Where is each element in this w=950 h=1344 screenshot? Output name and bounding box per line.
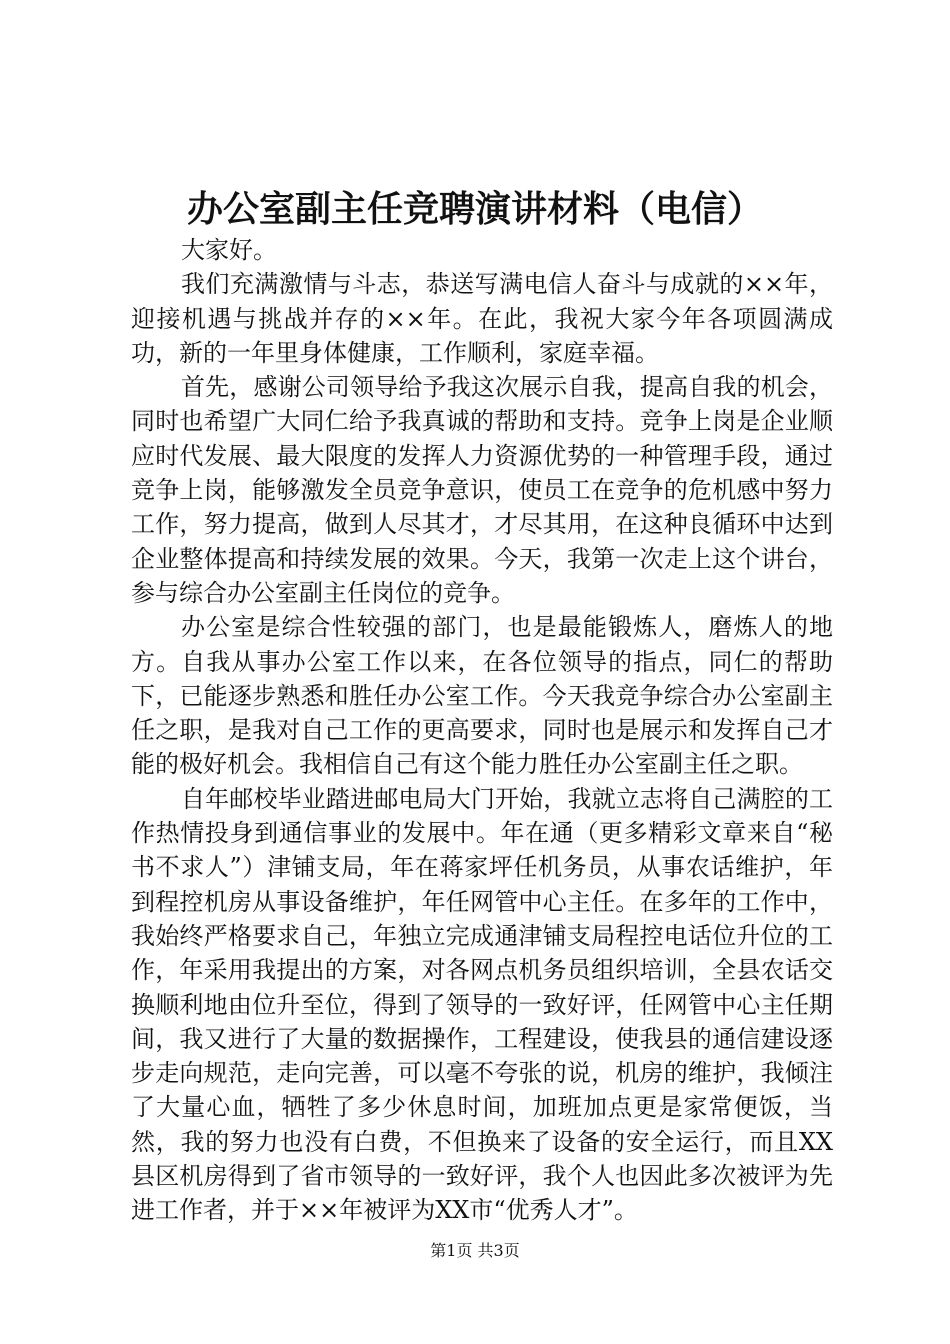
document-title: 办公室副主任竞聘演讲材料（电信）: [186, 188, 763, 230]
paragraph-thanks-and-competition: 首先，感谢公司领导给予我这次展示自我，提高自我的机会，同时也希望广大同仁给予我真诚的帮助和支持。竞争上岗是企业顺应时代发展、最大限度的发挥人力资源优势的一种管理手段，通过竞争上岗，能够激发全员竞争意识，使员工在竞争的危机感中努力工作，努力提高，做到人尽其才，才尽其用，在这种良循环中达到企业整体提高和持续发展的效果。今天，我第一次走上这个讲台，参与综合办公室副主任岗位的竞争。: [131, 373, 833, 607]
paragraph-greeting: 大家好。: [181, 236, 277, 264]
page-footer: 第1页 共3页: [430, 1241, 520, 1260]
paragraph-office-role: 办公室是综合性较强的部门，也是最能锻炼人，磨炼人的地方。自我从事办公室工作以来，在各位领导的指点，同仁的帮助下，已能逐步熟悉和胜任办公室工作。今天我竞争综合办公室副主任之职，是我对自己工作的更高要求，同时也是展示和发挥自己才能的极好机会。我相信自己有这个能力胜任办公室副主任之职。: [131, 613, 833, 779]
document-body: [131, 233, 833, 1228]
paragraph-new-year-wishes: 我们充满激情与斗志，恭送写满电信人奋斗与成就的××年，迎接机遇与挑战并存的××年。在此，我祝大家今年各项圆满成功，新的一年里身体健康，工作顺利，家庭幸福。: [131, 270, 833, 367]
paragraph-work-history: 自年邮校毕业踏进邮电局大门开始，我就立志将自己满腔的工作热情投身到通信事业的发展中。年在通（更多精彩文章来自“秘书不求人”）津铺支局，年在蒋家坪任机务员，从事农话维护，年到程控机房从事设备维护，年任网管中心主任。在多年的工作中，我始终严格要求自己，年独立完成通津铺支局程控电话位升位的工作，年采用我提出的方案，对各网点机务员组织培训，全县农话交换顺利地由位升至位，得到了领导的一致好评，任网管中心主任期间，我又进行了大量的数据操作，工程建设，使我县的通信建设逐步走向规范，走向完善，可以毫不夸张的说，机房的维护，我倾注了大量心血，牺牲了多少休息时间，加班加点更是家常便饭，当然，我的努力也没有白费，不但换来了设备的安全运行，而且XX县区机房得到了省市领导的一致好评，我个人也因此多次被评为先进工作者，并于××年被评为XX市“优秀人才”。: [131, 784, 833, 1225]
